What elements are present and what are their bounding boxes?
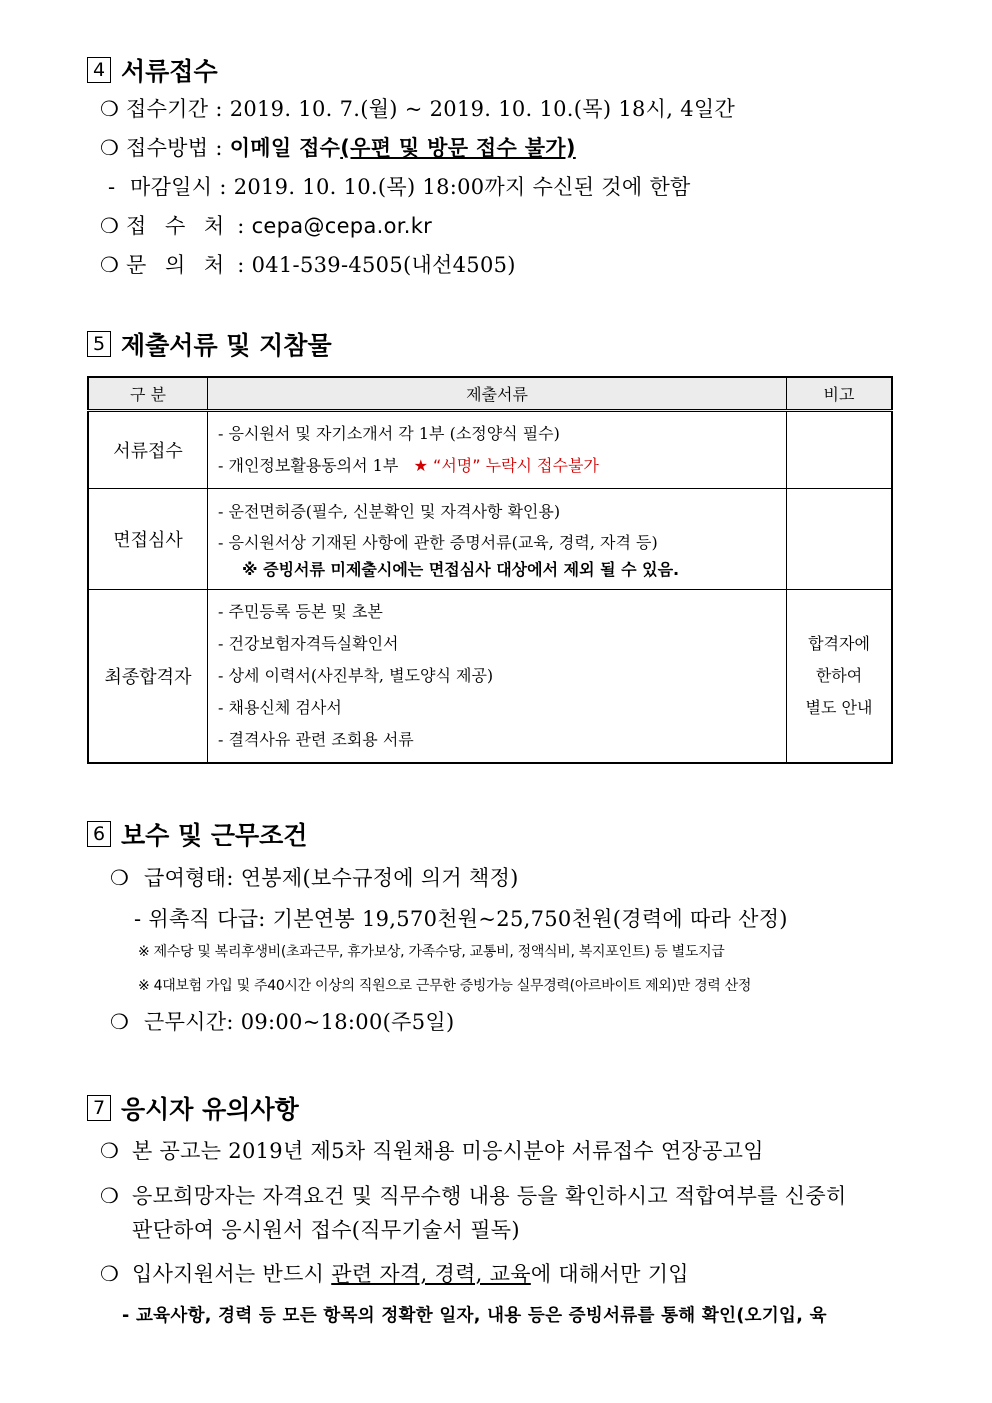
bullet-icon: ❍ xyxy=(100,136,120,160)
exclusion-note: ※ 증빙서류 미제출시에는 면접심사 대상에서 제외 될 수 있음. xyxy=(242,560,680,579)
table-row xyxy=(88,411,892,489)
deadline-value: 2019. 10. 10.(목) 18:00까지 수신된 것에 한함 xyxy=(233,175,691,199)
period-value: 2019. 10. 7.(월) ~ 2019. 10. 10.(목) 18시, 4일간 xyxy=(229,97,736,121)
notice-emphasis: 관련 자격, 경력, 교육 xyxy=(331,1262,531,1286)
bullet-icon: ❍ xyxy=(110,1010,130,1034)
email-link[interactable]: cepa@cepa.or.kr xyxy=(251,214,433,238)
section-number: 7 xyxy=(87,1095,111,1121)
section-5-heading xyxy=(87,326,332,362)
section-number: 4 xyxy=(87,57,111,83)
star-icon: ★ xyxy=(413,456,428,475)
notice-text: 응모희망자는 자격요건 및 직무수행 내용 등을 확인하시고 적합여부를 신중히 xyxy=(132,1184,847,1208)
bullet-icon: ❍ xyxy=(110,866,130,890)
doc-item-consent xyxy=(218,450,776,482)
colon: : xyxy=(237,253,245,277)
notice-item-3 xyxy=(100,1258,689,1288)
section-6-heading xyxy=(87,816,307,852)
section-title: 서류접수 xyxy=(121,57,218,86)
doc-item: - 상세 이력서(사진부착, 별도양식 제공) xyxy=(218,666,494,685)
work-hours: 근무시간: 09:00~18:00(주5일) xyxy=(144,1010,455,1034)
header-category: 구 분 xyxy=(88,377,208,411)
period-line xyxy=(100,93,735,123)
notice-text: 입사지원서는 반드시 xyxy=(132,1262,325,1286)
notice-item-4: - 교육사항, 경력 등 모든 항목의 정확한 일자, 내용 등은 증빙서류를 통해 확인(오기입, 육 xyxy=(122,1306,827,1326)
remark-line: 합격자에 xyxy=(808,634,870,653)
pay-type-line xyxy=(110,862,519,892)
deadline-label: 마감일시 xyxy=(130,175,213,199)
row-remarks xyxy=(787,590,893,764)
contact-line xyxy=(100,249,516,279)
doc-item: - 응시원서상 기재된 사항에 관한 증명서류(교육, 경력, 자격 등) xyxy=(218,533,658,552)
doc-item: - 개인정보활용동의서 1부 xyxy=(218,456,399,475)
doc-item: - 결격사유 관련 조회용 서류 xyxy=(218,730,414,749)
signature-warning: “서명” 누락시 접수불가 xyxy=(433,456,599,475)
contact-label: 문 의 처 xyxy=(126,253,231,277)
doc-item: - 응시원서 및 자기소개서 각 1부 (소정양식 필수) xyxy=(218,424,560,443)
table-row xyxy=(88,489,892,590)
bullet-icon: ❍ xyxy=(100,253,120,277)
row-remarks xyxy=(787,411,893,489)
row-documents xyxy=(208,590,787,764)
section-7-heading xyxy=(87,1090,299,1126)
dash: - xyxy=(108,175,116,199)
notice-item-2 xyxy=(100,1180,847,1210)
colon: : xyxy=(237,214,245,238)
header-documents: 제출서류 xyxy=(208,377,787,411)
notice-item-1 xyxy=(100,1135,764,1165)
receiver-line xyxy=(100,210,432,240)
section-number: 6 xyxy=(87,821,111,847)
doc-item: - 채용신체 검사서 xyxy=(218,698,342,717)
receiver-label: 접 수 처 xyxy=(126,214,231,238)
benefits-note: ※ 제수당 및 복리후생비(초과근무, 휴가보상, 가족수당, 교통비, 정액식비, 복지포인트) 등 별도지급 xyxy=(138,944,725,960)
pay-detail-line xyxy=(134,903,788,933)
colon: : xyxy=(215,136,223,160)
bullet-icon: ❍ xyxy=(100,1139,120,1163)
method-value: 이메일 접수 xyxy=(229,136,341,160)
section-title: 제출서류 및 지참물 xyxy=(121,331,332,360)
contact-value: 041-539-4505(내선4505) xyxy=(251,253,516,277)
doc-item: - 주민등록 등본 및 초본 xyxy=(218,602,383,621)
remark-line: 별도 안내 xyxy=(805,698,873,717)
row-category: 최종합격자 xyxy=(88,590,208,764)
section-4-heading xyxy=(87,52,218,88)
row-remarks xyxy=(787,489,893,590)
doc-item: - 운전면허증(필수, 신분확인 및 자격사항 확인용) xyxy=(218,502,561,521)
notice-text: 본 공고는 2019년 제5차 직원채용 미응시분야 서류접수 연장공고임 xyxy=(132,1139,764,1163)
method-restriction: (우편 및 방문 접수 불가) xyxy=(340,136,576,160)
deadline-line xyxy=(108,171,691,201)
notice-item-2-cont: 판단하여 응시원서 접수(직무기술서 필독) xyxy=(132,1218,520,1242)
colon: : xyxy=(219,175,227,199)
section-title: 보수 및 근무조건 xyxy=(121,821,308,850)
row-documents xyxy=(208,489,787,590)
table-row xyxy=(88,590,892,764)
bullet-icon: ❍ xyxy=(100,214,120,238)
bullet-icon: ❍ xyxy=(100,1262,120,1286)
documents-table xyxy=(87,376,893,764)
hours-line xyxy=(110,1006,454,1036)
section-title: 응시자 유의사항 xyxy=(121,1095,299,1124)
row-category: 면접심사 xyxy=(88,489,208,590)
notice-text: 에 대해서만 기입 xyxy=(530,1262,689,1286)
bullet-icon: ❍ xyxy=(100,1184,120,1208)
remark-line: 한하여 xyxy=(815,666,863,685)
career-note: ※ 4대보험 가입 및 주40시간 이상의 직원으로 근무한 증빙가능 실무경력(아르바이트 제외)만 경력 산정 xyxy=(138,978,752,994)
method-line xyxy=(100,132,576,162)
pay-type: 급여형태: 연봉제(보수규정에 의거 책정) xyxy=(144,866,519,890)
section-number: 5 xyxy=(87,331,111,357)
pay-detail: - 위촉직 다급: 기본연봉 19,570천원~25,750천원(경력에 따라 산정) xyxy=(134,907,788,931)
row-category: 서류접수 xyxy=(88,411,208,489)
header-remarks: 비고 xyxy=(787,377,893,411)
period-label: 접수기간 xyxy=(126,97,209,121)
row-documents xyxy=(208,411,787,489)
table-header-row xyxy=(88,377,892,411)
bullet-icon: ❍ xyxy=(100,97,120,121)
doc-item: - 건강보험자격득실확인서 xyxy=(218,634,399,653)
method-label: 접수방법 xyxy=(126,136,209,160)
colon: : xyxy=(215,97,223,121)
